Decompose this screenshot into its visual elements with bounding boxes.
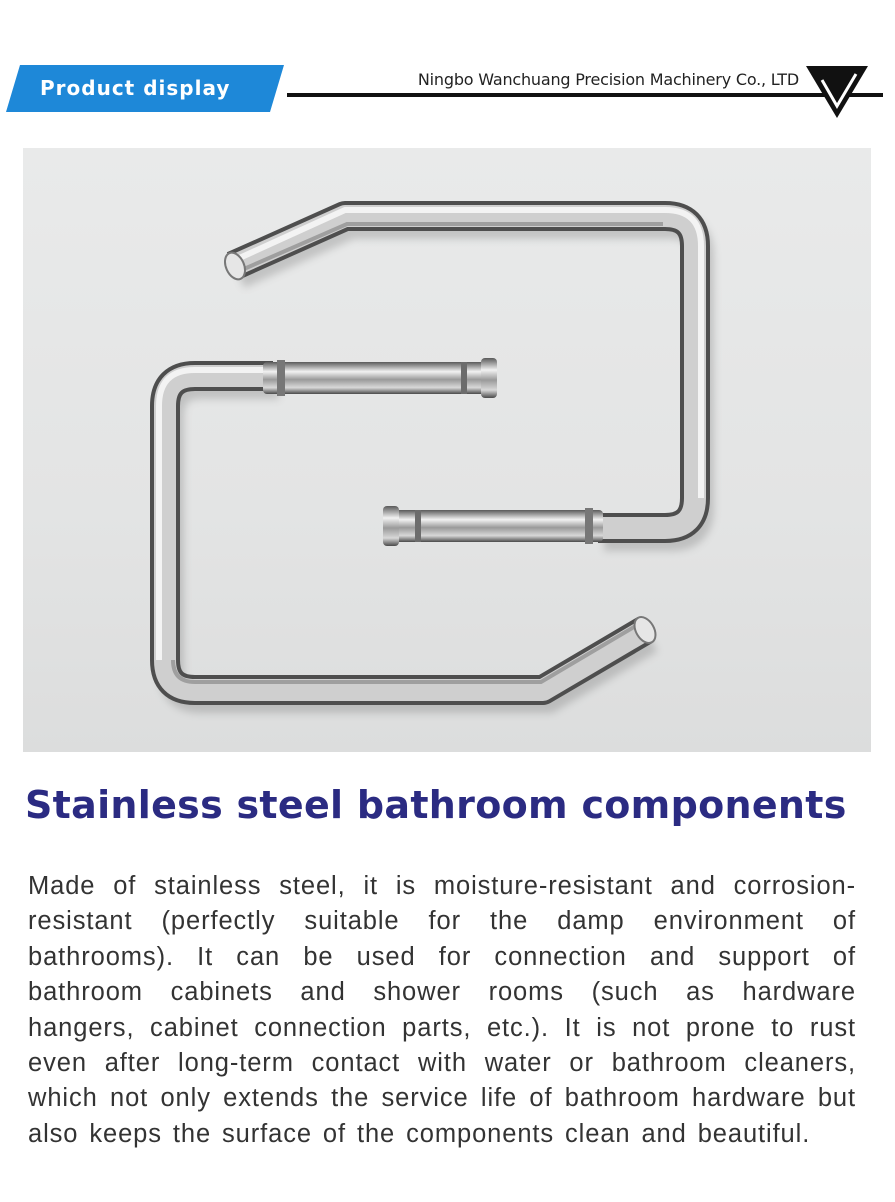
product-description: Made of stainless steel, it is moisture-resistant and corrosion-resistant (perfectly suitable for the damp environment of bathrooms). It can be used for connection and support of bathroom cabinets and shower rooms (such as hardware hangers, cabinet connection parts, etc.). It is not prone to rust even after long-term contact with water or bathroom cleaners, which not only extends the service life of bathroom hardware but also keeps the surface of the components clean and beautiful.	[28, 872, 856, 1148]
product-photo	[23, 148, 871, 752]
header-divider	[287, 93, 883, 97]
section-tag-label: Product display	[40, 76, 231, 100]
company-name: Ningbo Wanchuang Precision Machinery Co., LTD	[417, 70, 799, 89]
stainless-steel-bent-tubes-photo	[23, 148, 871, 752]
section-tag	[6, 65, 284, 112]
product-title: Stainless steel bathroom components	[25, 783, 847, 827]
page-header	[0, 0, 895, 130]
v-triangle-logo-icon	[806, 66, 868, 120]
